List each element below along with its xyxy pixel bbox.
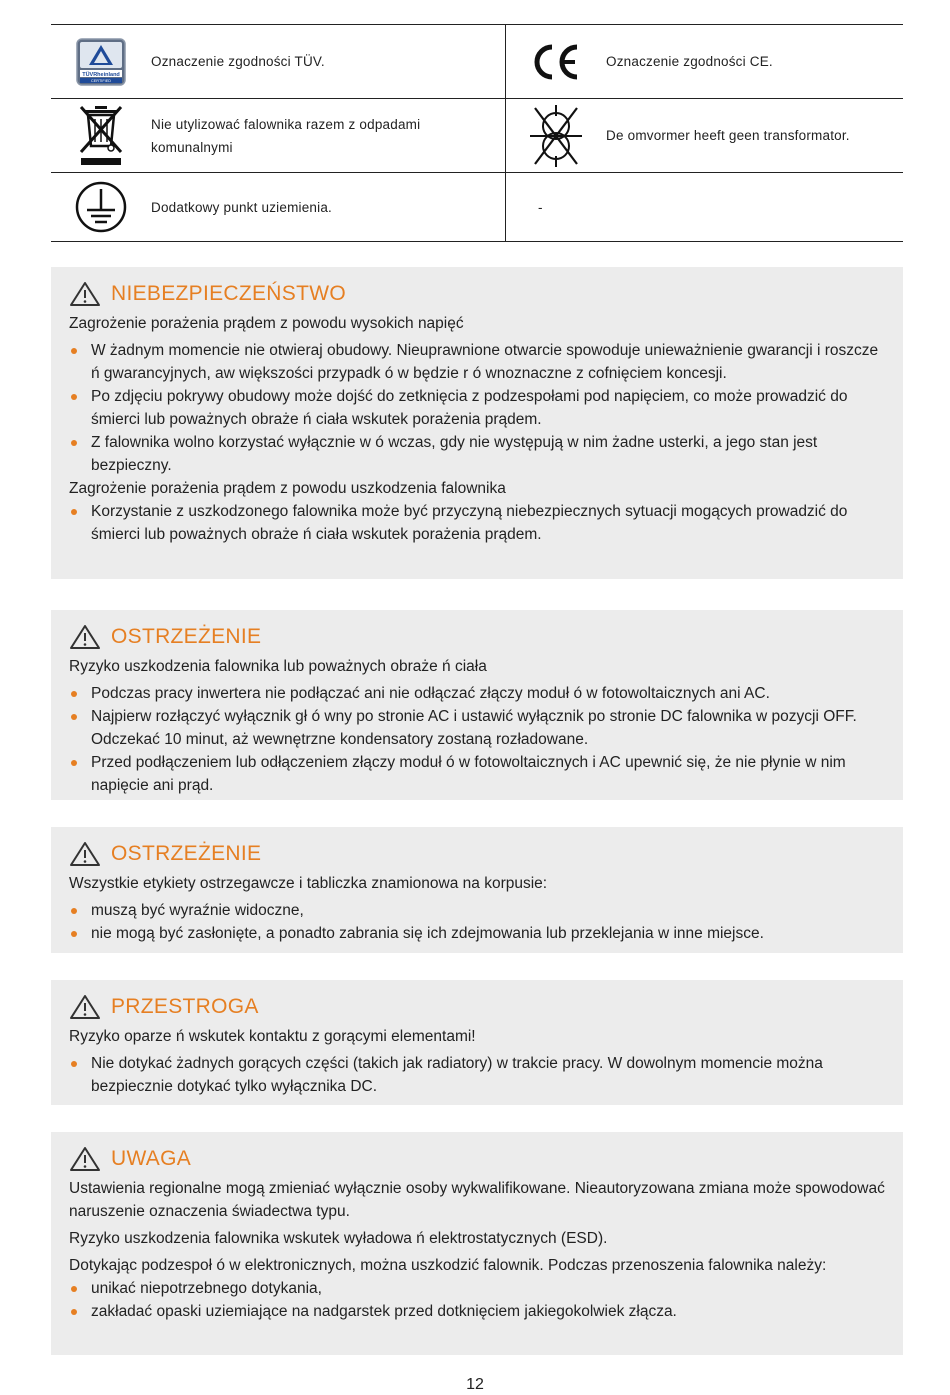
warning-triangle-icon (69, 994, 101, 1020)
danger-title-row (69, 279, 889, 309)
notice-list (69, 1277, 889, 1323)
warning-2-title: OSTRZEŻENIE (111, 842, 262, 865)
symbol-cell-ce (506, 25, 903, 98)
ce-mark-icon (506, 42, 606, 82)
symbol-row (51, 25, 903, 99)
notice-title-row (69, 1144, 889, 1174)
danger-list-1 (69, 339, 889, 477)
tuv-certified-icon (51, 38, 151, 86)
list-item: unikać niepotrzebnego dotykania, (69, 1277, 889, 1300)
symbol-cell-empty (506, 173, 903, 241)
notice-para-1: Ustawienia regionalne mogą zmieniać wyłącznie osoby wykwalifikowane. Nieautoryzowana zmiana może spowodować naruszenie oznaczenia świadectwa typu. (69, 1180, 885, 1220)
warning-triangle-icon (69, 841, 101, 867)
tuv-logo-certified: CERTIFIED (91, 78, 111, 83)
list-item: zakładać opaski uziemiające na nadgarstek przed dotknięciem jakiegokolwiek złącza. (69, 1300, 889, 1323)
symbol-cell-tuv (51, 25, 506, 98)
symbol-row (51, 99, 903, 173)
symbol-cell-ground (51, 173, 506, 241)
warning-box-2 (51, 827, 903, 953)
empty-cell-dash: - (538, 199, 543, 215)
warning-1-title: OSTRZEŻENIE (111, 625, 262, 648)
weee-description-line2: komunalnymi (151, 139, 233, 155)
warning-1-title-row (69, 622, 889, 652)
danger-box (51, 267, 903, 579)
warning-1-list (69, 682, 889, 797)
list-item: muszą być wyraźnie widoczne, (69, 899, 889, 922)
warning-2-intro: Wszystkie etykiety ostrzegawcze i tabliczka znamionowa na korpusie: (69, 875, 548, 892)
danger-intro: Zagrożenie porażenia prądem z powodu wysokich napięć (69, 315, 464, 332)
warning-triangle-icon (69, 281, 101, 307)
no-transformer-icon (506, 103, 606, 169)
list-item: Po zdjęciu pokrywy obudowy może dojść do zetknięcia z podzespołami pod napięciem, co może prowadzić do śmierci lub poważnych obraże ń ciała wskutek porażenia prądem. (69, 385, 889, 431)
list-item: Najpierw rozłączyć wyłącznik gł ó wny po stronie AC i ustawić wyłącznik po stronie DC falownika w pozycji OFF. Odczekać 10 minut, aż wewnętrzne kondensatory zostaną rozładowane. (69, 705, 889, 751)
notice-title: UWAGA (111, 1147, 192, 1170)
list-item: Podczas pracy inwertera nie podłączać ani nie odłączać złączy moduł ó w fotowoltaicznych ani AC. (69, 682, 889, 705)
crossed-bin-icon (51, 104, 151, 168)
symbol-cell-no-transformer (506, 99, 903, 172)
tuv-description: Oznaczenie zgodności TÜV. (151, 54, 325, 69)
notice-para-3: Dotykając podzespoł ó w elektronicznych, można uszkodzić falownik. Podczas przenoszenia falownika należy: (69, 1257, 827, 1274)
warning-1-intro: Ryzyko uszkodzenia falownika lub poważnych obraże ń ciała (69, 658, 487, 675)
caution-list (69, 1052, 889, 1098)
caution-title: PRZESTROGA (111, 995, 259, 1018)
weee-description (151, 113, 420, 159)
ce-description: Oznaczenie zgodności CE. (606, 54, 773, 69)
warning-box-1 (51, 610, 903, 800)
notice-box (51, 1132, 903, 1355)
warning-2-title-row (69, 839, 889, 869)
symbol-cell-weee (51, 99, 506, 172)
tuv-logo-text: TÜVRheinland (82, 71, 120, 78)
ground-description: Dodatkowy punkt uziemienia. (151, 199, 332, 215)
page-number: 12 (466, 1376, 484, 1393)
danger-subheading: Zagrożenie porażenia prądem z powodu uszkodzenia falownika (69, 480, 506, 497)
symbol-table (51, 24, 903, 242)
caution-title-row (69, 992, 889, 1022)
symbol-row (51, 173, 903, 241)
warning-triangle-icon (69, 624, 101, 650)
list-item: Korzystanie z uszkodzonego falownika może być przyczyną niebezpiecznych sytuacji mogących prowadzić do śmierci lub poważnych obraże ń ciała wskutek porażenia prądem. (69, 500, 889, 546)
no-transformer-description: De omvormer heeft geen transformator. (606, 128, 850, 143)
list-item: W żadnym momencie nie otwieraj obudowy. Nieuprawnione otwarcie spowoduje unieważnienie gwarancji i roszcze ń gwarancyjnych, aw większości przypadk ó w będzie r ó wnoznaczne z cofnięciem koncesji. (69, 339, 889, 385)
list-item: nie mogą być zasłonięte, a ponadto zabrania się ich zdejmowania lub przeklejania w inne miejsce. (69, 922, 889, 945)
notice-para-2: Ryzyko uszkodzenia falownika wskutek wyładowa ń elektrostatycznych (ESD). (69, 1230, 608, 1247)
caution-intro: Ryzyko oparze ń wskutek kontaktu z gorącymi elementami! (69, 1028, 476, 1045)
list-item: Z falownika wolno korzystać wyłącznie w ó wczas, gdy nie występują w nim żadne usterki, a jego stan jest bezpieczny. (69, 431, 889, 477)
list-item: Przed podłączeniem lub odłączeniem złączy moduł ó w fotowoltaicznych i AC upewnić się, że nie płynie w nim napięcie ani prąd. (69, 751, 889, 797)
list-item: Nie dotykać żadnych gorących części (takich jak radiatory) w trakcie pracy. W dowolnym momencie można bezpiecznie dotykać tylko wyłącznika DC. (69, 1052, 889, 1098)
warning-2-list (69, 899, 889, 945)
danger-list-2 (69, 500, 889, 546)
ground-icon (51, 180, 151, 234)
weee-description-line1: Nie utylizować falownika razem z odpadami (151, 116, 421, 132)
danger-title: NIEBEZPIECZEŃSTWO (111, 282, 346, 305)
caution-box (51, 980, 903, 1105)
warning-triangle-icon (69, 1146, 101, 1172)
